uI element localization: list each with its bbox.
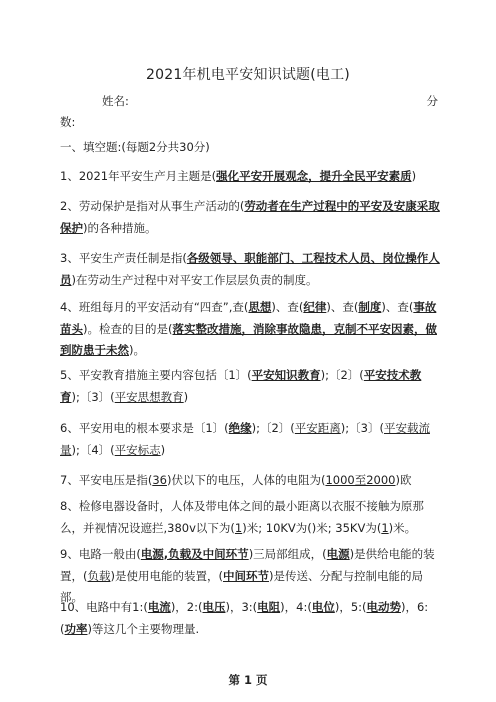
answer: 电位	[311, 600, 335, 614]
page-title: 2021年机电平安知识试题(电工)	[146, 67, 350, 83]
score-label-part2: 数:	[60, 115, 76, 129]
answer: 平安载流量	[60, 421, 430, 457]
answer: 电流	[147, 600, 171, 614]
question-7: 7、平安电压是指(36)伏以下的电压，人体的电阻为(1000至2000)欧	[60, 473, 412, 487]
question-10: 10、电路中有1:(电流)，2:(电压)，3:(电阻)，4:(电位)，5:(电动势)，6:(功率)等这几个主要物理量.	[60, 600, 429, 636]
question-3: 3、平安生产责任制是指(各级领导、职能部门、工程技术人员、岗位操作人员)在劳动生产过程中对平安工作层层负责的制度。	[60, 251, 440, 287]
answer: 平安知识教育	[251, 368, 321, 382]
answer: 电源	[326, 547, 350, 561]
answer: 平安技术教育	[60, 368, 422, 404]
answer: 负载	[87, 568, 111, 583]
answer: 平安思想教育	[114, 389, 184, 404]
answer: 中间环节	[222, 568, 269, 583]
answer: 1	[234, 520, 243, 535]
answer: 电压	[202, 600, 226, 614]
answer: 电动势	[366, 600, 401, 614]
answer: 电源,负载及中间环节	[140, 547, 249, 561]
answer: 纪律	[303, 300, 327, 314]
answer: 平安距离	[294, 421, 341, 435]
page-number: 第 1 页	[228, 673, 268, 687]
question-1: 1、2021年平安生产月主题是(强化平安开展观念，提升全民平安素质)	[60, 169, 417, 183]
answer: 绝缘	[228, 421, 252, 435]
section-heading: 一、填空题:(每题2分共30分)	[60, 140, 210, 154]
answer: 强化平安开展观念，提升全民平安素质	[216, 169, 412, 183]
answer: 功率	[64, 621, 88, 636]
question-2: 2、劳动保护是指对从事生产活动的(劳动者在生产过程中的平安及安康采取保护)的各种措施。	[60, 199, 440, 235]
question-5: 5、平安教育措施主要内容包括〔1〕(平安知识教育);〔2〕(平安技术教育);〔3〕(平安思想教育)	[60, 368, 422, 404]
question-8: 8、检修电器设备时，人体及带电体之间的最小距离以衣服不接触为原那么，并视情况设遮拦,380v以下为(1)米; 10KV为()米; 35KV为(1)米。	[60, 499, 424, 535]
question-6: 6、平安用电的根本要求是〔1〕(绝缘);〔2〕(平安距离);〔3〕(平安载流量);〔4〕(平安标志)	[60, 421, 430, 457]
answer: 事故苗头	[60, 300, 437, 336]
name-label: 姓名:	[102, 94, 129, 108]
answer: 制度	[358, 300, 382, 314]
answer: 劳动者在生产过程中的平安及安康采取保护	[60, 199, 440, 235]
score-label-part1: 分	[426, 94, 438, 108]
answer: 36	[152, 473, 167, 487]
answer: 思想	[248, 300, 272, 314]
answer: 平安标志	[114, 442, 161, 457]
answer: 落实整改措施，消除事故隐患，克制不平安因素，做到防患于未然	[60, 321, 437, 357]
answer: 电阻	[257, 600, 281, 614]
question-9: 9、电路一般由(电源,负载及中间环节)三局部组成，(电源)是供给电能的装置，(负载)是使用电能的装置，(中间环节)是传送、分配与控制电能的局部。	[60, 547, 435, 604]
answer: 1	[381, 520, 389, 535]
name-score-row	[60, 93, 438, 109]
question-4: 4、班组每月的平安活动有“四查”,查(思想)、查(纪律)、查(制度)、查(事故苗头)。检查的目的是(落实整改措施，消除事故隐患，克制不平安因素，做到防患于未然)。	[60, 300, 437, 357]
answer: 1000至2000	[325, 473, 396, 487]
answer: 各级领导、职能部门、工程技术人员、岗位操作人员	[60, 251, 440, 287]
